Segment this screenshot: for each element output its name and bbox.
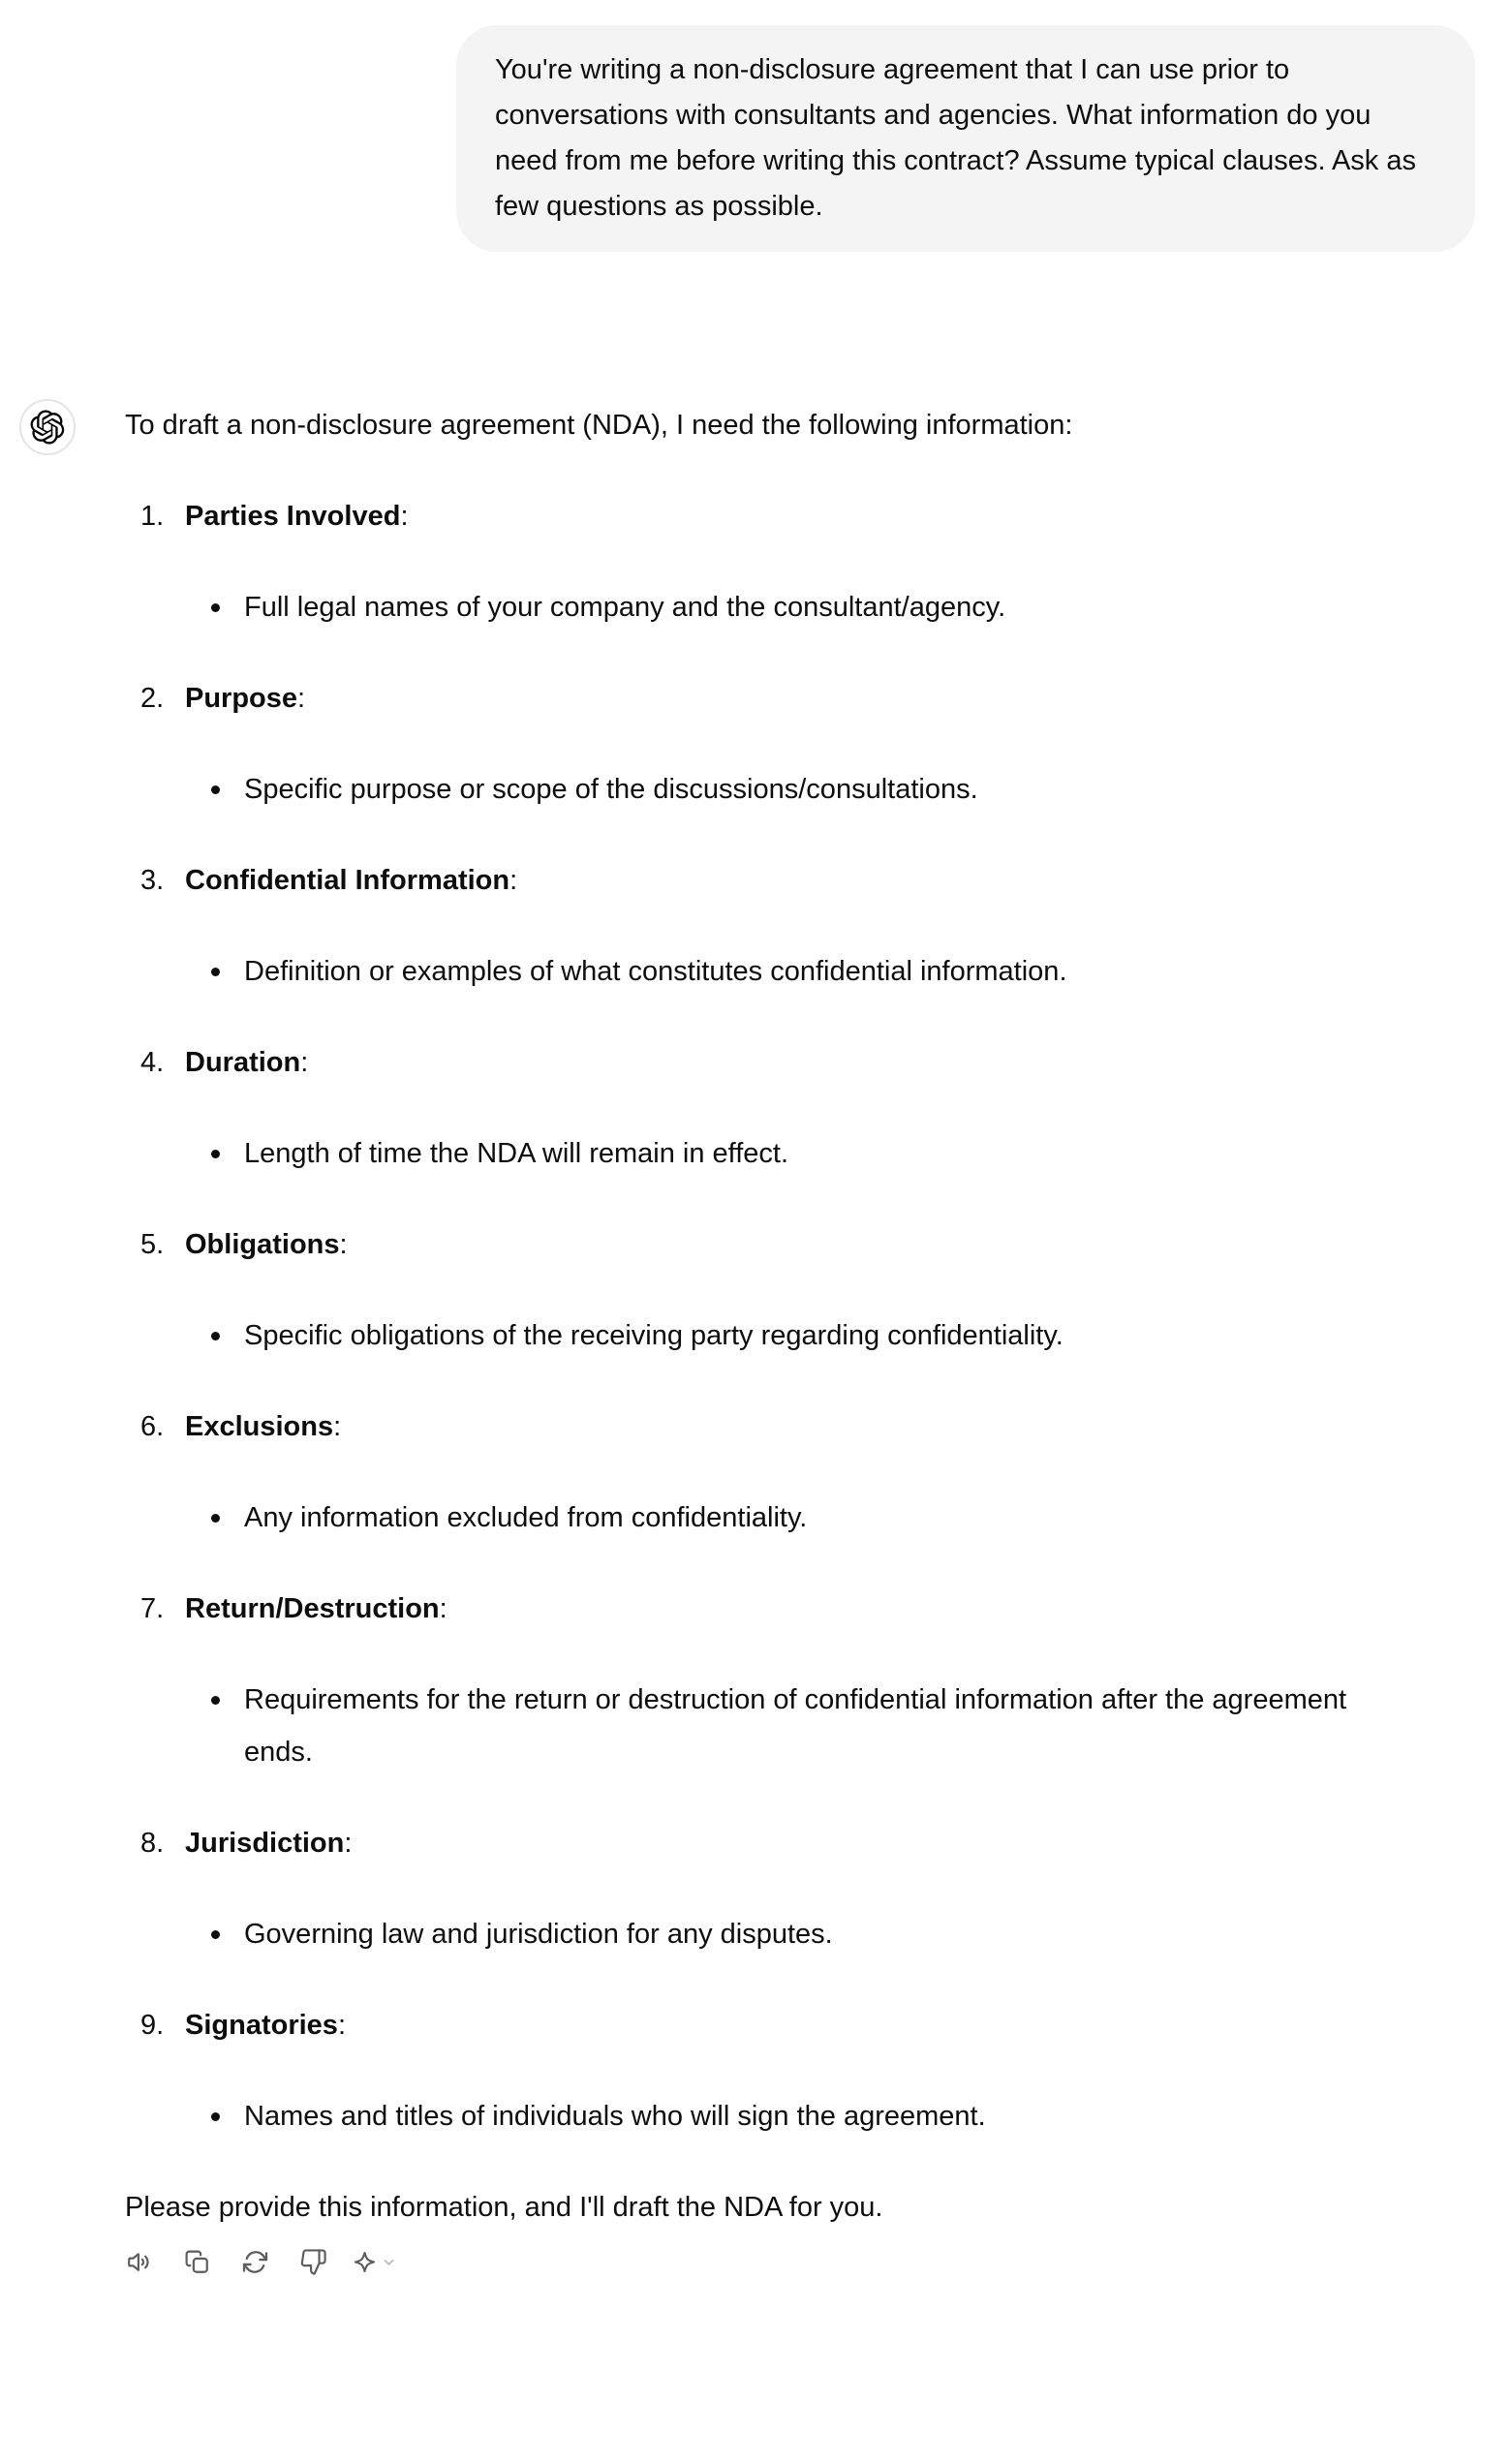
- list-item-title-suffix: :: [337, 2010, 346, 2041]
- thumbs-down-button[interactable]: [291, 2239, 335, 2284]
- list-item-title: [185, 854, 517, 907]
- regenerate-button[interactable]: [232, 2239, 277, 2284]
- list-sub-item-text: Names and titles of individuals who will sign the agreement.: [244, 2101, 986, 2132]
- list-item: [125, 1036, 1384, 1180]
- list-item-number: 6.: [140, 1411, 165, 1442]
- list-item: [125, 672, 1384, 816]
- switch-model-icon: [351, 2248, 379, 2276]
- list-item-title-suffix: :: [344, 1828, 353, 1859]
- list-sub-item-text: Requirements for the return or destruction of confidential information after the agreement ends.: [244, 1684, 1347, 1768]
- list-item-title-row: [125, 490, 1384, 542]
- thumbs-down-icon: [299, 2248, 327, 2276]
- list-item-title-text: Confidential Information: [185, 865, 510, 896]
- list-item: [125, 1583, 1384, 1778]
- list-item-title-text: Jurisdiction: [185, 1828, 345, 1859]
- list-item: [125, 1401, 1384, 1544]
- list-item-title-row: [125, 672, 1384, 724]
- list-item-title-text: Obligations: [185, 1229, 340, 1260]
- list-item-title: [185, 672, 305, 724]
- list-item-title-suffix: :: [300, 1047, 309, 1078]
- list-item-title-suffix: :: [439, 1593, 447, 1624]
- list-item-title-row: [125, 1583, 1384, 1635]
- chevron-down-icon: [380, 2253, 398, 2271]
- list-item-number: 5.: [140, 1229, 165, 1260]
- list-item-sub-list: [125, 2090, 1384, 2142]
- list-item-title-row: [125, 1817, 1384, 1869]
- list-sub-item: [125, 1127, 1384, 1180]
- list-item-sub-list: [125, 1492, 1384, 1544]
- list-item: [125, 854, 1384, 998]
- list-sub-item: [125, 581, 1384, 633]
- list-item-title-row: [125, 1401, 1384, 1453]
- list-sub-item-text: Length of time the NDA will remain in effect.: [244, 1138, 789, 1169]
- list-item-number: 3.: [140, 865, 165, 896]
- list-item-sub-list: [125, 1908, 1384, 1960]
- regenerate-icon: [241, 2248, 269, 2276]
- list-sub-item-text: Specific purpose or scope of the discussions/consultations.: [244, 774, 978, 805]
- switch-model-button[interactable]: [349, 2239, 400, 2284]
- list-item-title-text: Duration: [185, 1047, 301, 1078]
- list-item-title-suffix: :: [339, 1229, 348, 1260]
- list-item-title-text: Exclusions: [185, 1411, 334, 1442]
- list-item-title-row: [125, 1218, 1384, 1271]
- list-item-title: [185, 490, 409, 542]
- openai-logo-icon: [30, 410, 65, 445]
- list-item-sub-list: [125, 1127, 1384, 1180]
- list-item-number: 1.: [140, 501, 165, 532]
- nda-requirements-list: [125, 490, 1384, 2142]
- list-item-title-suffix: :: [400, 501, 409, 532]
- list-item-title: [185, 1583, 447, 1635]
- list-item-title-row: [125, 1036, 1384, 1089]
- list-item: [125, 490, 1384, 633]
- list-item-number: 8.: [140, 1828, 165, 1859]
- list-item-title-text: Signatories: [185, 2010, 338, 2041]
- list-sub-item: [125, 945, 1384, 998]
- list-item: [125, 1218, 1384, 1362]
- list-item-title: [185, 1036, 308, 1089]
- assistant-intro: To draft a non-disclosure agreement (NDA), I need the following information:: [125, 410, 1073, 441]
- list-item-title-suffix: :: [333, 1411, 342, 1442]
- list-item-sub-list: [125, 1674, 1384, 1778]
- list-item-title-row: [125, 854, 1384, 907]
- list-sub-item: [125, 1674, 1384, 1778]
- list-item-title-text: Parties Involved: [185, 501, 401, 532]
- assistant-message-row: [0, 399, 1511, 2284]
- assistant-avatar: [19, 399, 76, 455]
- list-sub-item: [125, 1309, 1384, 1362]
- list-sub-item: [125, 763, 1384, 816]
- message-actions: [116, 2239, 1384, 2284]
- list-item-sub-list: [125, 1309, 1384, 1362]
- list-sub-item: [125, 2090, 1384, 2142]
- list-item-number: 9.: [140, 2010, 165, 2041]
- list-item-sub-list: [125, 945, 1384, 998]
- user-message-text: You're writing a non-disclosure agreement that I can use prior to conversations with consultants and agencies. What information do you need from me before writing this contract? Assume typical clauses. Ask as few questions as possible.: [495, 54, 1416, 222]
- list-item-title-suffix: :: [509, 865, 518, 896]
- list-item: [125, 1817, 1384, 1960]
- list-item-number: 7.: [140, 1593, 165, 1624]
- copy-button[interactable]: [174, 2239, 219, 2284]
- list-item-title: [185, 1218, 348, 1271]
- list-item-number: 4.: [140, 1047, 165, 1078]
- list-item-sub-list: [125, 763, 1384, 816]
- list-sub-item-text: Full legal names of your company and the consultant/agency.: [244, 592, 1006, 623]
- list-item-title-text: Purpose: [185, 683, 298, 714]
- list-item-title-row: [125, 1999, 1384, 2051]
- list-item-number: 2.: [140, 683, 165, 714]
- list-item-title: [185, 1999, 346, 2051]
- read-aloud-icon: [125, 2248, 153, 2276]
- list-item-title: [185, 1401, 341, 1453]
- assistant-outro: Please provide this information, and I'll draft the NDA for you.: [125, 2192, 883, 2223]
- list-item-title: [185, 1817, 352, 1869]
- list-sub-item-text: Specific obligations of the receiving party regarding confidentiality.: [244, 1320, 1064, 1351]
- read-aloud-button[interactable]: [116, 2239, 161, 2284]
- list-item-title-suffix: :: [297, 683, 306, 714]
- user-message-bubble: [456, 25, 1475, 252]
- list-sub-item-text: Definition or examples of what constitutes confidential information.: [244, 956, 1067, 987]
- list-item-title-text: Return/Destruction: [185, 1593, 440, 1624]
- list-item: [125, 1999, 1384, 2142]
- list-sub-item: [125, 1492, 1384, 1544]
- copy-icon: [183, 2248, 211, 2276]
- list-sub-item: [125, 1908, 1384, 1960]
- list-sub-item-text: Governing law and jurisdiction for any disputes.: [244, 1919, 833, 1950]
- assistant-message-content: [125, 399, 1384, 2284]
- list-sub-item-text: Any information excluded from confidentiality.: [244, 1502, 808, 1533]
- user-message-row: [0, 0, 1511, 252]
- list-item-sub-list: [125, 581, 1384, 633]
